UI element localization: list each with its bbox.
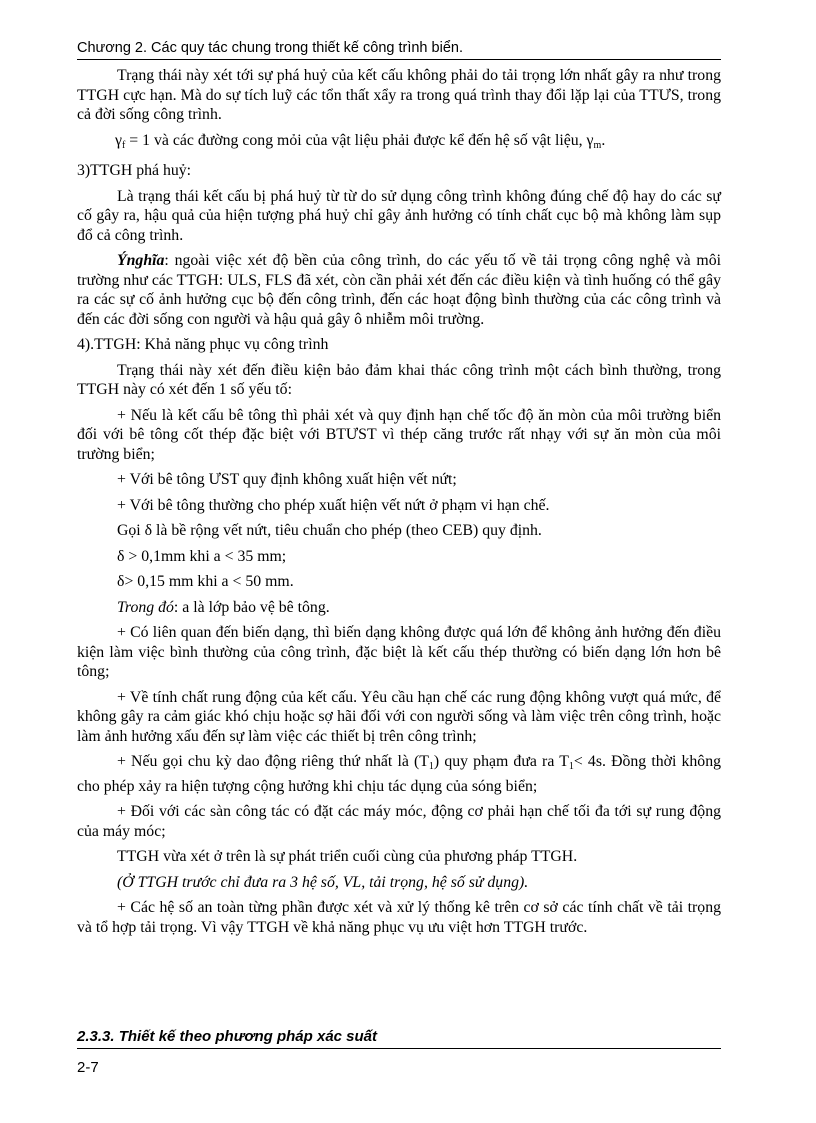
paragraph-destruction: Là trạng thái kết cấu bị phá huỷ từ từ do sử dụng công trình không đúng chế độ hay do các sự cố gây ra, hậu quả của hiện tượng phá huỷ chỉ gây ảnh hưởng có tính chất cục bộ mà không làm sụp đổ cả công trình. (77, 187, 721, 244)
list-item-vibration: + Về tính chất rung động của kết cấu. Yêu cầu hạn chế các rung động không vượt quá mức, để không gây ra cảm giác khó chịu hoặc sợ hãi đối với con người sống và làm việc trên công trình, hoặc làm ảnh hưởng xấu đến sự làm việc các thiết bị trên công trình; (77, 688, 721, 745)
chapter-header: Chương 2. Các quy tác chung trong thiết kế công trình biển. (77, 40, 721, 60)
list-item-ordinary-concrete: + Với bê tông thường cho phép xuất hiện vết nứt ở phạm vi hạn chế. (117, 496, 550, 514)
page-number: 2-7 (77, 1059, 99, 1076)
gamma-symbol: γ (115, 131, 122, 149)
list-item-platforms: + Đối với các sàn công tác có đặt các máy móc, động cơ phải hạn chế tối đa tới sự rung động của máy móc; (77, 803, 721, 840)
paragraph-gamma-factor (77, 131, 721, 156)
paragraph-meaning (77, 251, 721, 329)
gamma-end: . (601, 131, 606, 149)
list-item-prestressed: + Với bê tông ƯST quy định không xuất hiện vết nứt; (117, 471, 457, 488)
page (77, 40, 721, 943)
section-heading: 2.3.3. Thiết kế theo phương pháp xác suất (77, 1028, 721, 1049)
period-text-c: < 4s. Đồng thời không cho phép xảy ra hiện tượng cộng hưởng khi chịu tác dụng của sóng biển; (77, 753, 722, 795)
subscript-1b: 1 (568, 761, 574, 772)
body-text (77, 66, 721, 937)
subscript-f: f (121, 139, 126, 151)
subscript-1a: 1 (428, 761, 434, 772)
paragraph-serviceability: Trạng thái này xét đến điều kiện bảo đảm khai thác công trình một cách bình thường, trong TTGH này có xét đến 1 số yếu tố: (77, 361, 721, 398)
list-item-safety-factors: + Các hệ số an toàn từng phần được xét và xử lý thống kê trên cơ sở các tính chất về tải trọng và tổ hợp tải trọng. Vì vậy TTGH về khả năng phục vụ ưu việt hơn TTGH trước. (77, 899, 721, 936)
paragraph-fatigue: Trạng thái này xét tới sự phá huỷ của kết cấu không phải do tải trọng lớn nhất gây ra như trong TTGH cực hạn. Mà do sự tích luỹ các tổn thất xẩy ra trong quá trình thay đổi lặp lại của TTƯS, trong cả đời sống công trình. (77, 67, 721, 123)
paragraph-previous-note: (Ở TTGH trước chỉ đưa ra 3 hệ số, VL, tải trọng, hệ số sử dụng). (117, 873, 529, 891)
gamma-text: = 1 và các đường cong mỏi của vật liệu phải được kể đến hệ số vật liệu, γ (125, 131, 594, 149)
heading-destruction-state: 3)TTGH phá huỷ: (77, 162, 192, 179)
formula-crack-1: δ > 0,1mm khi a < 35 mm; (117, 547, 287, 565)
meaning-text: : ngoài việc xét độ bền của công trình, do các yếu tố về tải trọng công nghệ và môi trường như các TTGH: ULS, FLS đã xét, còn cần phải xét đến các điều kiện và tình huống có thể gây ra các sự cố ảnh hưởng cục bộ đến công trình, đến các hoạt động bình thường của các công trình và đến các đời sống con người và hậu quả gây ô nhiễm môi trường. (77, 252, 721, 328)
where-text: : a là lớp bảo vệ bê tông. (173, 598, 330, 616)
paragraph-where (77, 598, 721, 618)
heading-serviceability: 4).TTGH: Khả năng phục vụ công trình (77, 336, 329, 353)
formula-crack-2: δ> 0,15 mm khi a < 50 mm. (117, 573, 294, 590)
subscript-m: m (593, 139, 602, 151)
paragraph-conclusion: TTGH vừa xét ở trên là sự phát triển cuối cùng của phương pháp TTGH. (117, 848, 578, 865)
list-item-deformation: + Có liên quan đến biến dạng, thì biến dạng không được quá lớn để không ảnh hưởng đến điều kiện làm việc bình thường của công trình, đặc biệt là kết cấu thép thường có biến dạng lớn hơn bê tông; (77, 624, 721, 680)
meaning-label: Ýnghĩa (117, 252, 165, 269)
where-label: Trong đó (117, 598, 174, 616)
list-item-concrete-corrosion: + Nếu là kết cấu bê tông thì phải xét và quy định hạn chế tốc độ ăn mòn của môi trường biển đối với bê tông cốt thép đặc biệt với BTƯST vì thép căng trước rất nhạy với sự ăn mòn của môi trường biển; (77, 406, 721, 463)
period-text-a: + Nếu gọi chu kỳ dao động riêng thứ nhất là (T (117, 753, 429, 770)
paragraph-crack-width: Gọi δ là bề rộng vết nứt, tiêu chuẩn cho phép (theo CEB) quy định. (117, 522, 542, 539)
list-item-period (77, 752, 721, 796)
period-text-b: ) quy phạm đưa ra T (433, 753, 569, 770)
